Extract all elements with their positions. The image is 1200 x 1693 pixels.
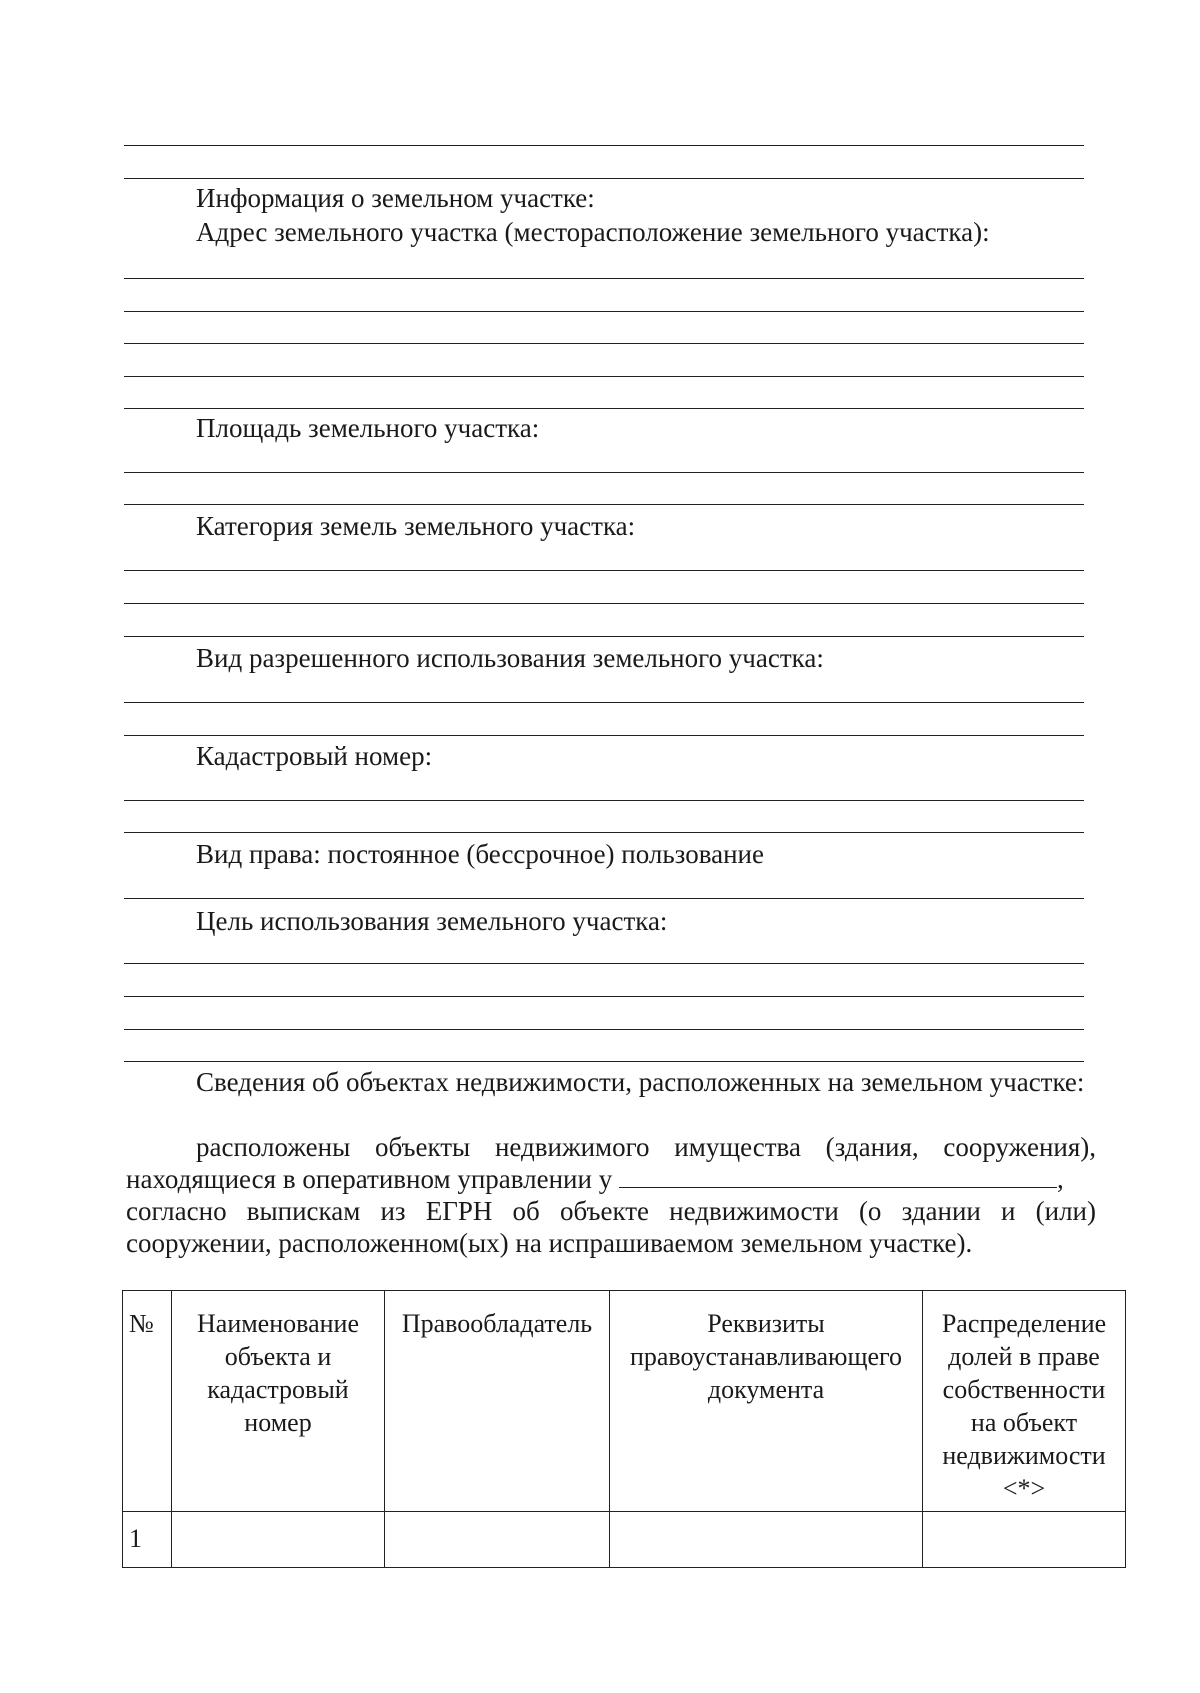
purpose-line[interactable] [124, 1029, 1084, 1030]
right-type-line[interactable] [124, 898, 1084, 899]
cadastral-label: Кадастровый номер: [196, 741, 433, 771]
info-heading: Информация о земельном участке: [196, 183, 595, 213]
area-line[interactable] [124, 504, 1084, 505]
realty-line-2 [126, 1163, 1096, 1195]
table-header-row [123, 1291, 1126, 1512]
realty-line-2-prefix: находящиеся в оперативном управлении у [126, 1164, 613, 1194]
address-label: Адрес земельного участка (месторасположение земельного участка): [196, 217, 990, 247]
realty-objects-table [122, 1290, 1126, 1568]
cell-object[interactable] [172, 1512, 385, 1568]
address-line[interactable] [124, 376, 1084, 377]
category-label: Категория земель земельного участка: [196, 511, 636, 541]
col-number-header: № [123, 1291, 172, 1512]
blank-line[interactable] [124, 145, 1084, 146]
category-line[interactable] [124, 570, 1084, 571]
address-line[interactable] [124, 408, 1084, 409]
operator-blank[interactable] [619, 1165, 1057, 1188]
col-object-header: Наименование объекта и кадастровый номер [172, 1291, 385, 1512]
address-line[interactable] [124, 343, 1084, 344]
purpose-line[interactable] [124, 1061, 1084, 1062]
purpose-line[interactable] [124, 963, 1084, 964]
cadastral-line[interactable] [124, 800, 1084, 801]
cell-number: 1 [123, 1512, 172, 1568]
cadastral-line[interactable] [124, 832, 1084, 833]
col-document-header: Реквизиты правоустанавливающего документа [610, 1291, 923, 1512]
realty-line-3: согласно выпискам из ЕГРН об объекте недвижимости (о здании и (или) сооружении, расположенном(ых) на испрашиваемом земельном участке). [126, 1196, 1096, 1258]
table-row [123, 1512, 1126, 1568]
col-shares-header: Распределение долей в праве собственности на объект недвижимости <*> [923, 1291, 1126, 1512]
permitted-use-label: Вид разрешенного использования земельного участка: [196, 643, 824, 673]
realty-line-1: расположены объекты недвижимого имущества (здания, сооружения), [196, 1132, 1096, 1162]
cell-shares[interactable] [923, 1512, 1126, 1568]
purpose-label: Цель использования земельного участка: [196, 906, 668, 936]
permitted-use-line[interactable] [124, 735, 1084, 736]
cell-document[interactable] [610, 1512, 923, 1568]
area-line[interactable] [124, 472, 1084, 473]
cell-holder[interactable] [385, 1512, 610, 1568]
address-line[interactable] [124, 311, 1084, 312]
permitted-use-line[interactable] [124, 702, 1084, 703]
realty-intro: Сведения об объектах недвижимости, расположенных на земельном участке: [196, 1067, 1085, 1097]
realty-line-2-suffix: , [1056, 1164, 1064, 1194]
blank-line[interactable] [124, 178, 1084, 179]
col-holder-header: Правообладатель [385, 1291, 610, 1512]
purpose-line[interactable] [124, 996, 1084, 997]
area-label: Площадь земельного участка: [196, 413, 540, 443]
address-line[interactable] [124, 278, 1084, 279]
category-line[interactable] [124, 603, 1084, 604]
category-line[interactable] [124, 636, 1084, 637]
right-type-label: Вид права: постоянное (бессрочное) пользование [196, 839, 764, 869]
